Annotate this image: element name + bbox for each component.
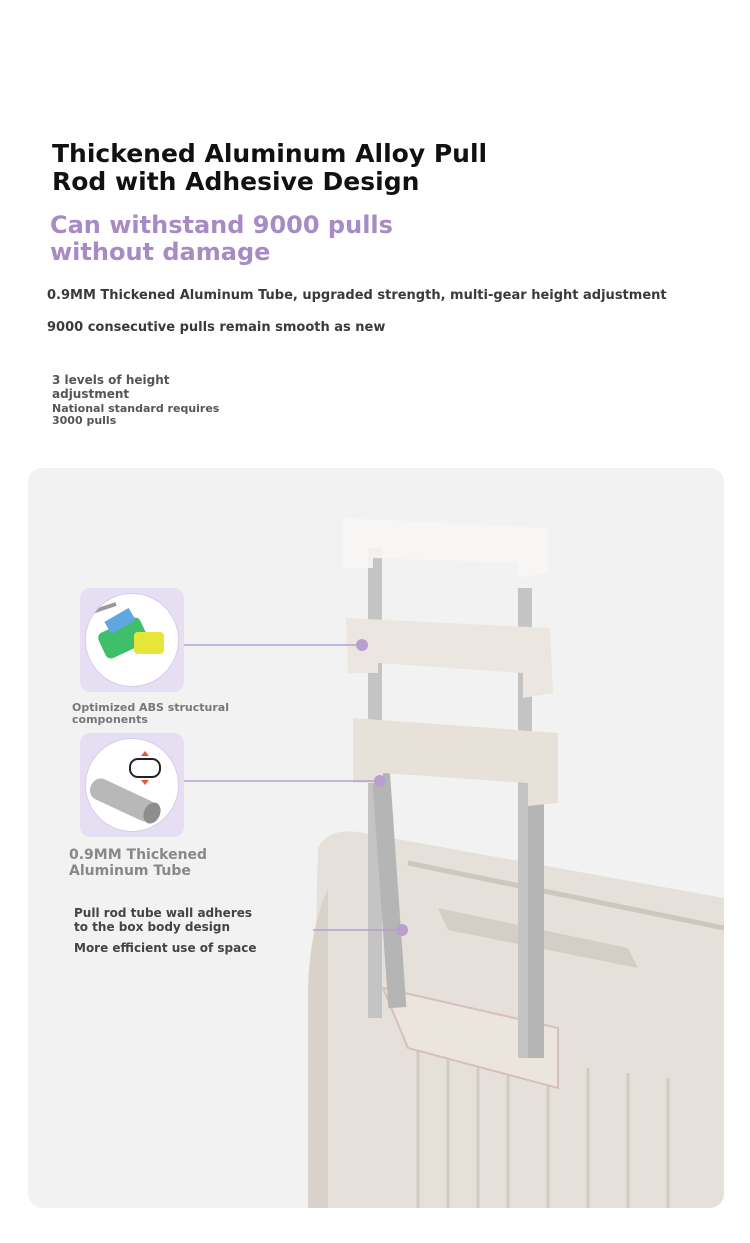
- abs-structure-callout: [80, 588, 184, 692]
- description-line-2: 9000 consecutive pulls remain smooth as new: [47, 320, 386, 335]
- space-note: More efficient use of space: [74, 941, 257, 955]
- feature-national-standard: National standard requires 3000 pulls: [52, 402, 220, 427]
- abs-structure-image: [85, 593, 179, 687]
- tube-caption: 0.9MM Thickened Aluminum Tube: [69, 847, 208, 879]
- description-line-1: 0.9MM Thickened Aluminum Tube, upgraded strength, multi-gear height adjustment: [47, 288, 667, 303]
- product-panel: [28, 468, 724, 1208]
- luggage-illustration: [28, 468, 724, 1208]
- adhere-note: Pull rod tube wall adheres to the box body design: [74, 906, 253, 934]
- feature-height-levels: 3 levels of height adjustment: [52, 373, 170, 401]
- page-subtitle: Can withstand 9000 pulls without damage: [50, 211, 393, 266]
- page-title: Thickened Aluminum Alloy Pull Rod with Adhesive Design: [52, 139, 488, 196]
- abs-caption: Optimized ABS structural components: [72, 701, 229, 726]
- aluminum-tube-callout: [80, 733, 184, 837]
- aluminum-tube-image: [85, 738, 179, 832]
